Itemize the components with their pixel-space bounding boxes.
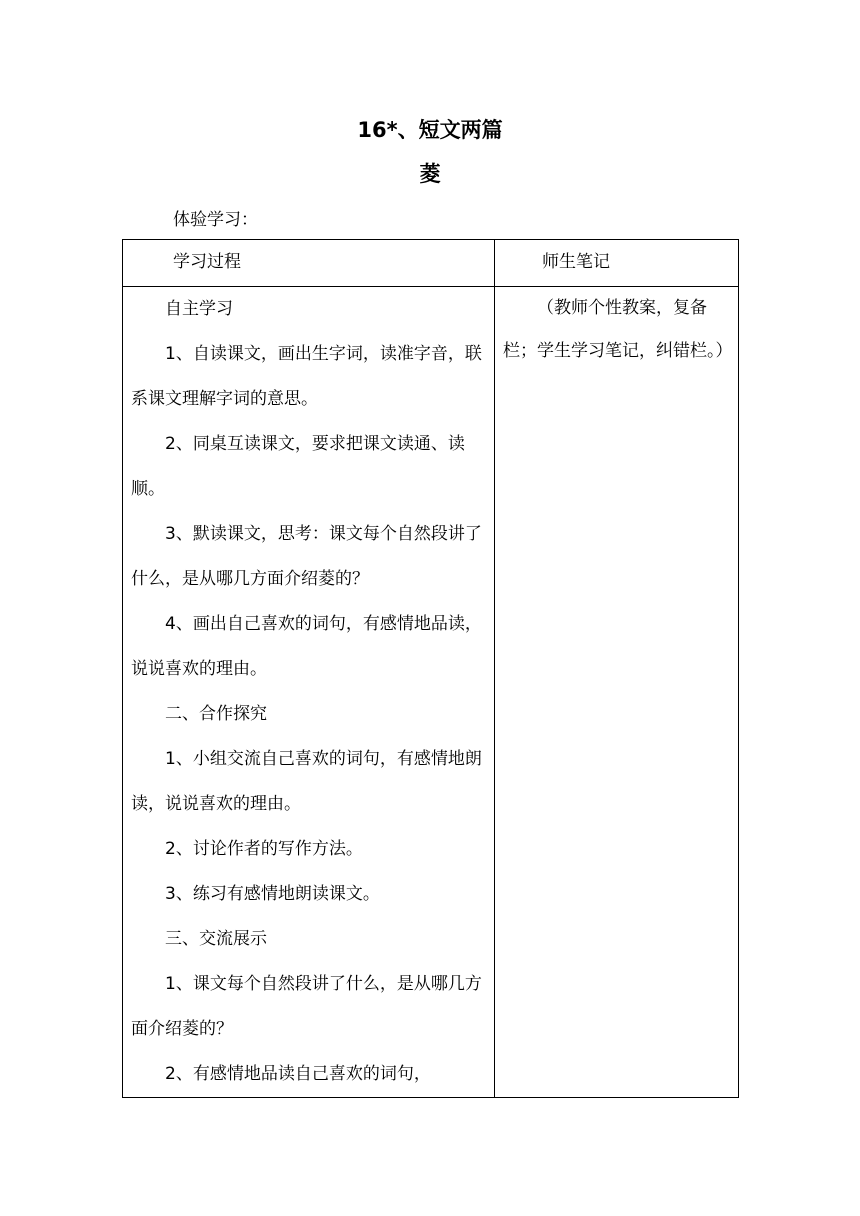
process-paragraph: 2、同桌互读课文，要求把课文读通、读顺。: [131, 434, 465, 499]
process-paragraph: 1、小组交流自己喜欢的词句，有感情地朗读，说说喜欢的理由。: [131, 749, 482, 814]
process-paragraph: 二、合作探究: [165, 704, 267, 724]
table-header-row: [123, 240, 739, 287]
document-subtitle: 菱: [419, 162, 441, 186]
notes-cell: [495, 287, 739, 1098]
notes-placeholder-text: （教师个性教案，复备栏；学生学习笔记，纠错栏。）: [503, 298, 733, 361]
process-paragraph: 4、画出自己喜欢的词句，有感情地品读，说说喜欢的理由。: [131, 614, 482, 679]
process-paragraph: 2、有感情地品读自己喜欢的词句，: [165, 1064, 431, 1084]
header-learning-process: 学习过程: [123, 240, 495, 287]
process-paragraph: 3、练习有感情地朗读课文。: [165, 884, 380, 904]
process-paragraph: 自主学习: [165, 299, 233, 319]
process-paragraph: 3、默读课文，思考：课文每个自然段讲了什么，是从哪几方面介绍菱的？: [131, 524, 482, 589]
intro-label: 体验学习：: [173, 210, 258, 230]
process-paragraph: 三、交流展示: [165, 929, 267, 949]
document-title: 16*、短文两篇: [357, 118, 503, 142]
header-notes: 师生笔记: [495, 240, 739, 287]
lesson-table: [122, 239, 739, 1098]
process-paragraph: 1、课文每个自然段讲了什么，是从哪几方面介绍菱的？: [131, 974, 482, 1039]
process-paragraph: 2、讨论作者的写作方法。: [165, 839, 363, 859]
process-paragraph: 1、自读课文，画出生字词，读准字音，联系课文理解字词的意思。: [131, 344, 482, 409]
learning-process-cell: [123, 287, 495, 1098]
table-body-row: [123, 287, 739, 1098]
